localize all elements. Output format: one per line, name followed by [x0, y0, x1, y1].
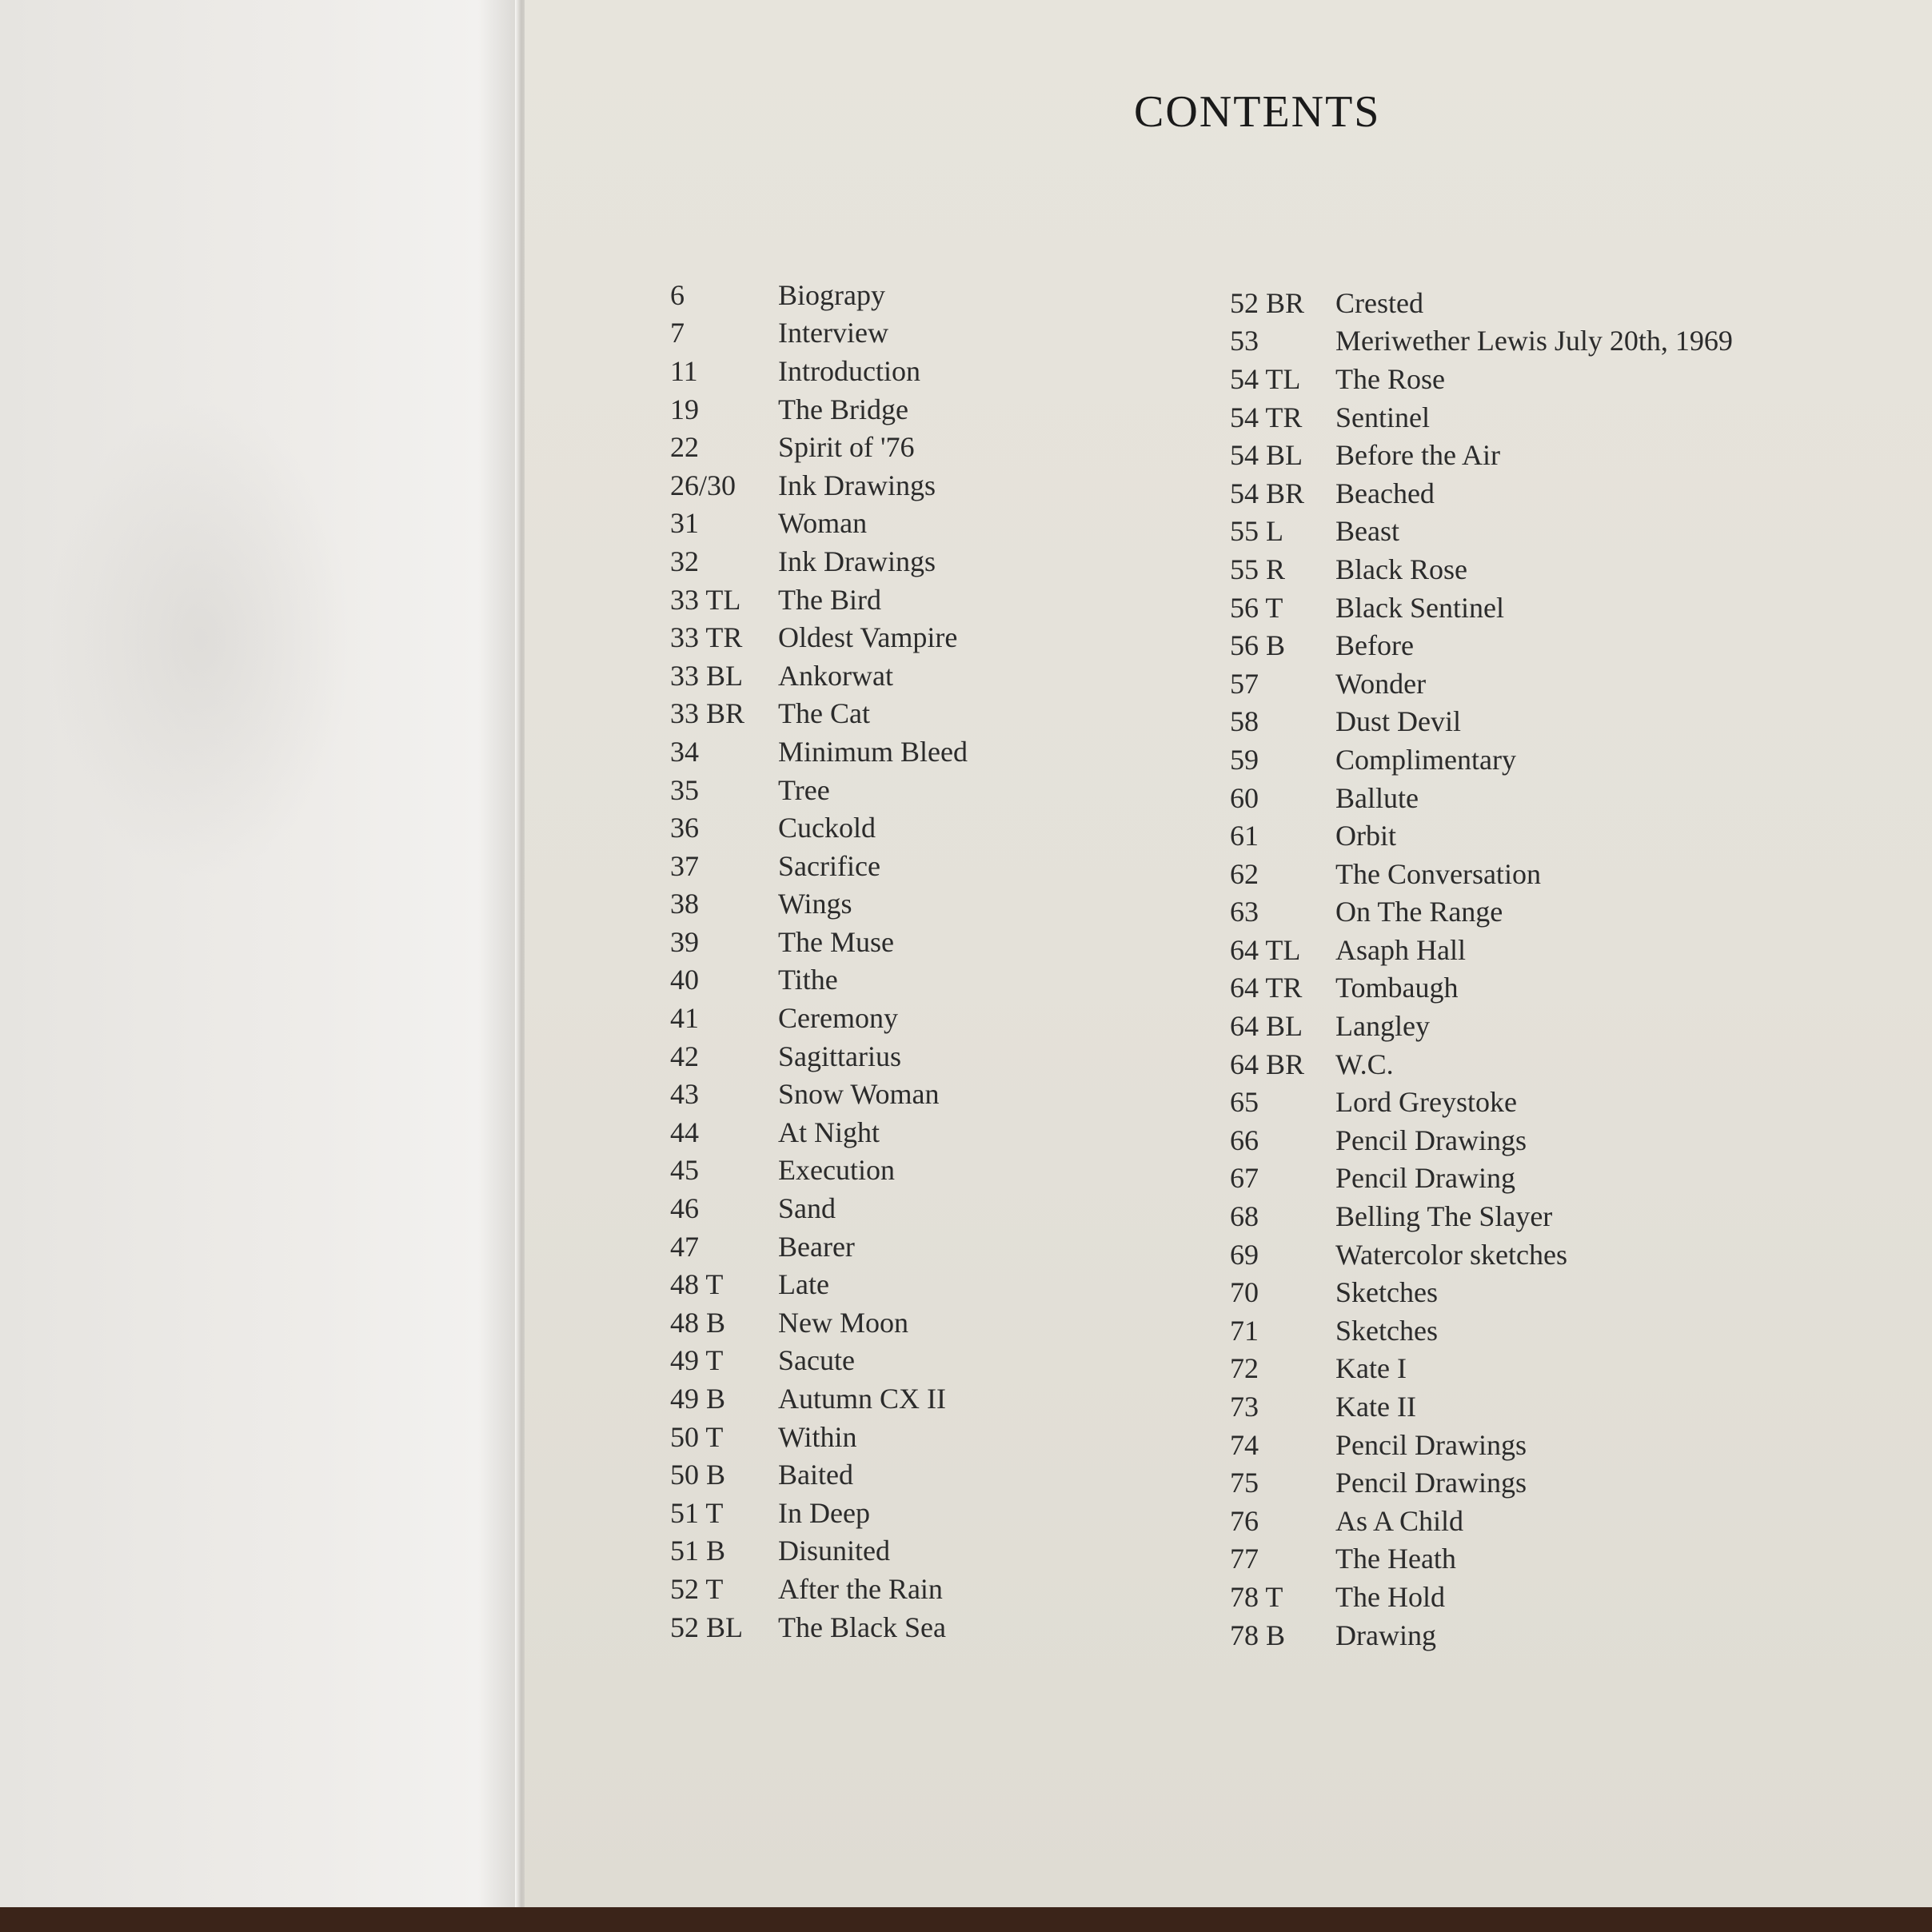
- entry-page-number: 60: [1230, 781, 1259, 814]
- entry-title: Ink Drawings: [778, 545, 936, 577]
- entry-page-number: 59: [1230, 743, 1259, 776]
- entry-title: The Hold: [1335, 1580, 1445, 1613]
- contents-entry: [1230, 626, 1733, 665]
- entry-page-number: 56 B: [1230, 629, 1286, 662]
- entry-title: Biograpy: [778, 278, 885, 311]
- entry-page-number: 66: [1230, 1124, 1259, 1156]
- entry-page-number: 33 BR: [670, 697, 745, 730]
- entry-page-number: 77: [1230, 1543, 1259, 1575]
- entry-page-number: 49 B: [670, 1383, 726, 1415]
- entry-page-number: 34: [670, 735, 699, 768]
- entry-title: Sketches: [1335, 1276, 1438, 1309]
- entry-page-number: 65: [1230, 1086, 1259, 1119]
- entry-page-number: 7: [670, 317, 685, 349]
- contents-entry: [670, 1265, 968, 1303]
- contents-entry: [670, 847, 968, 885]
- contents-entry: [1230, 931, 1733, 969]
- contents-entry: [670, 1494, 968, 1532]
- entry-title: Beast: [1335, 515, 1399, 548]
- entry-page-number: 52 BL: [670, 1611, 744, 1643]
- entry-page-number: 74: [1230, 1428, 1259, 1461]
- entry-page-number: 76: [1230, 1504, 1259, 1537]
- entry-title: Kate I: [1335, 1352, 1407, 1385]
- entry-page-number: 68: [1230, 1200, 1259, 1233]
- entry-page-number: 51 B: [670, 1535, 726, 1567]
- entry-page-number: 32: [670, 545, 699, 577]
- contents-entry: [670, 352, 968, 390]
- entry-page-number: 6: [670, 278, 685, 311]
- contents-entry: [670, 1152, 968, 1190]
- contents-entry: [670, 695, 968, 733]
- entry-page-number: 72: [1230, 1352, 1259, 1385]
- contents-entry: [670, 390, 968, 429]
- entry-title: Black Rose: [1335, 553, 1467, 585]
- entry-title: Wings: [778, 888, 852, 920]
- table-surface: [0, 1907, 1932, 1932]
- entry-title: Drawing: [1335, 1619, 1436, 1651]
- entry-title: The Cat: [778, 697, 870, 730]
- contents-entry: [1230, 1350, 1733, 1388]
- entry-page-number: 50 T: [670, 1420, 724, 1453]
- contents-entry: [670, 1075, 968, 1113]
- contents-entry: [1230, 284, 1733, 322]
- contents-entry: [1230, 1273, 1733, 1311]
- entry-page-number: 44: [670, 1116, 699, 1148]
- contents-entry: [670, 1303, 968, 1342]
- entry-page-number: 47: [670, 1230, 699, 1263]
- contents-entry: [670, 885, 968, 924]
- entry-title: In Deep: [778, 1496, 870, 1529]
- entry-page-number: 51 T: [670, 1496, 724, 1529]
- contents-entry: [1230, 1121, 1733, 1160]
- entry-page-number: 54 TR: [1230, 401, 1303, 433]
- entry-page-number: 75: [1230, 1467, 1259, 1499]
- contents-entry: [1230, 816, 1733, 855]
- entry-title: W.C.: [1335, 1048, 1394, 1080]
- contents-entry: [1230, 1578, 1733, 1616]
- contents-entry: [670, 1532, 968, 1571]
- entry-page-number: 58: [1230, 705, 1259, 738]
- entry-page-number: 53: [1230, 325, 1259, 357]
- entry-title: After the Rain: [778, 1572, 943, 1605]
- entry-title: Sketches: [1335, 1314, 1438, 1347]
- entry-title: Within: [778, 1420, 857, 1453]
- entry-page-number: 55 R: [1230, 553, 1286, 585]
- entry-title: Sacute: [778, 1344, 855, 1377]
- entry-page-number: 54 TL: [1230, 362, 1301, 395]
- entry-title: Before: [1335, 629, 1414, 662]
- entry-page-number: 55 L: [1230, 515, 1283, 548]
- entry-title: Lord Greystoke: [1335, 1086, 1517, 1119]
- entry-page-number: 33 TL: [670, 583, 741, 616]
- entry-page-number: 43: [670, 1078, 699, 1111]
- entry-page-number: 26/30: [670, 469, 736, 501]
- entry-title: Langley: [1335, 1010, 1430, 1043]
- entry-title: Asaph Hall: [1335, 933, 1466, 966]
- entry-title: The Conversation: [1335, 857, 1541, 890]
- entry-page-number: 39: [670, 925, 699, 958]
- entry-page-number: 37: [670, 849, 699, 882]
- entry-page-number: 69: [1230, 1238, 1259, 1271]
- entry-title: Interview: [778, 317, 888, 349]
- entry-title: Pencil Drawings: [1335, 1467, 1527, 1499]
- contents-entry: [1230, 740, 1733, 779]
- contents-entry: [670, 808, 968, 847]
- entry-title: Minimum Bleed: [778, 735, 968, 768]
- entry-title: Dust Devil: [1335, 705, 1461, 738]
- entry-title: Wonder: [1335, 667, 1427, 700]
- contents-entry: [1230, 436, 1733, 474]
- entry-page-number: 48 T: [670, 1268, 724, 1301]
- entry-page-number: 40: [670, 964, 699, 996]
- contents-entry: [670, 618, 968, 657]
- entry-title: Beached: [1335, 477, 1435, 509]
- contents-entry: [670, 542, 968, 581]
- entry-page-number: 33 BL: [670, 659, 744, 692]
- contents-entry: [670, 428, 968, 466]
- contents-entry: [670, 771, 968, 809]
- entry-title: Black Sentinel: [1335, 591, 1504, 624]
- entry-page-number: 49 T: [670, 1344, 724, 1377]
- entry-title: Pencil Drawings: [1335, 1124, 1527, 1156]
- entry-title: Ceremony: [778, 1002, 898, 1035]
- contents-entry: [1230, 1616, 1733, 1655]
- entry-page-number: 64 TL: [1230, 933, 1301, 966]
- entry-page-number: 67: [1230, 1162, 1259, 1195]
- contents-entry: [1230, 1160, 1733, 1198]
- contents-entry: [1230, 398, 1733, 437]
- entry-title: Ankorwat: [778, 659, 893, 692]
- contents-entry: [1230, 322, 1733, 361]
- contents-entry: [1230, 589, 1733, 627]
- entry-title: The Rose: [1335, 362, 1445, 395]
- contents-entry: [1230, 1235, 1733, 1274]
- contents-entry: [1230, 855, 1733, 893]
- contents-right-column: [1230, 284, 1733, 1654]
- entry-page-number: 57: [1230, 667, 1259, 700]
- contents-entry: [1230, 1045, 1733, 1084]
- contents-entry: [670, 1113, 968, 1152]
- entry-title: Kate II: [1335, 1391, 1416, 1423]
- page-title: CONTENTS: [1134, 87, 1381, 137]
- contents-entry: [1230, 1083, 1733, 1121]
- entry-page-number: 54 BR: [1230, 477, 1305, 509]
- contents-entry: [670, 1570, 968, 1608]
- contents-entry: [670, 1342, 968, 1380]
- entry-page-number: 45: [670, 1154, 699, 1187]
- entry-title: Oldest Vampire: [778, 621, 958, 654]
- entry-title: Orbit: [1335, 820, 1396, 852]
- contents-entry: [1230, 703, 1733, 741]
- contents-entry: [670, 1037, 968, 1076]
- entry-title: Introduction: [778, 354, 920, 387]
- entry-title: Baited: [778, 1459, 853, 1491]
- entry-title: Pencil Drawings: [1335, 1428, 1527, 1461]
- entry-title: New Moon: [778, 1306, 908, 1339]
- entry-page-number: 64 BR: [1230, 1048, 1305, 1080]
- contents-entry: [1230, 1387, 1733, 1426]
- entry-title: Crested: [1335, 286, 1423, 319]
- contents-entry: [670, 1455, 968, 1494]
- entry-page-number: 73: [1230, 1391, 1259, 1423]
- contents-entry: [1230, 1426, 1733, 1464]
- entry-page-number: 48 B: [670, 1306, 726, 1339]
- contents-entry: [1230, 969, 1733, 1008]
- entry-page-number: 78 B: [1230, 1619, 1286, 1651]
- entry-page-number: 62: [1230, 857, 1259, 890]
- contents-entry: [1230, 360, 1733, 398]
- entry-page-number: 38: [670, 888, 699, 920]
- contents-left-column: [670, 276, 968, 1646]
- entry-page-number: 31: [670, 507, 699, 540]
- contents-entry: [670, 1608, 968, 1647]
- entry-page-number: 63: [1230, 896, 1259, 928]
- entry-page-number: 70: [1230, 1276, 1259, 1309]
- entry-title: Ink Drawings: [778, 469, 936, 501]
- entry-title: Cuckold: [778, 812, 876, 844]
- entry-page-number: 41: [670, 1002, 699, 1035]
- contents-entry: [1230, 1463, 1733, 1502]
- entry-title: The Heath: [1335, 1543, 1456, 1575]
- contents-entry: [1230, 513, 1733, 551]
- entry-title: Sagittarius: [778, 1040, 901, 1072]
- entry-page-number: 11: [670, 354, 698, 387]
- entry-title: Sand: [778, 1192, 836, 1225]
- entry-page-number: 52 T: [670, 1572, 724, 1605]
- entry-title: Meriwether Lewis July 20th, 1969: [1335, 325, 1733, 357]
- contents-entry: [1230, 1540, 1733, 1579]
- contents-entry: [670, 276, 968, 314]
- contents-entry: [1230, 474, 1733, 513]
- entry-title: Execution: [778, 1154, 895, 1187]
- entry-page-number: 61: [1230, 820, 1259, 852]
- contents-entry: [670, 732, 968, 771]
- contents-entry: [670, 314, 968, 353]
- contents-entry: [1230, 665, 1733, 703]
- entry-title: Complimentary: [1335, 743, 1516, 776]
- contents-entry: [670, 961, 968, 1000]
- entry-title: Before the Air: [1335, 439, 1500, 472]
- contents-entry: [670, 466, 968, 505]
- entry-page-number: 19: [670, 393, 699, 425]
- entry-title: Ballute: [1335, 781, 1419, 814]
- contents-entry: [670, 923, 968, 961]
- entry-title: Woman: [778, 507, 868, 540]
- entry-title: Watercolor sketches: [1335, 1238, 1567, 1271]
- entry-title: As A Child: [1335, 1504, 1464, 1537]
- entry-title: On The Range: [1335, 896, 1503, 928]
- entry-page-number: 33 TR: [670, 621, 743, 654]
- entry-title: Tombaugh: [1335, 972, 1459, 1004]
- contents-entry: [670, 1379, 968, 1418]
- contents-entry: [1230, 1197, 1733, 1235]
- entry-page-number: 64 TR: [1230, 972, 1303, 1004]
- contents-entry: [670, 1189, 968, 1227]
- entry-page-number: 22: [670, 431, 699, 464]
- entry-title: Late: [778, 1268, 829, 1301]
- contents-entry: [1230, 1007, 1733, 1045]
- page-shadow: [48, 400, 352, 880]
- entry-page-number: 78 T: [1230, 1580, 1283, 1613]
- entry-title: Belling The Slayer: [1335, 1200, 1553, 1233]
- entry-title: Sacrifice: [778, 849, 880, 882]
- entry-page-number: 54 BL: [1230, 439, 1303, 472]
- entry-page-number: 52 BR: [1230, 286, 1305, 319]
- entry-page-number: 71: [1230, 1314, 1259, 1347]
- entry-page-number: 50 B: [670, 1459, 726, 1491]
- entry-title: Disunited: [778, 1535, 890, 1567]
- contents-entry: [1230, 893, 1733, 932]
- contents-entry: [670, 999, 968, 1037]
- contents-entry: [670, 505, 968, 543]
- entry-page-number: 56 T: [1230, 591, 1283, 624]
- entry-page-number: 64 BL: [1230, 1010, 1303, 1043]
- entry-page-number: 46: [670, 1192, 699, 1225]
- entry-title: Snow Woman: [778, 1078, 940, 1111]
- entry-page-number: 35: [670, 773, 699, 806]
- contents-entry: [1230, 779, 1733, 817]
- entry-page-number: 36: [670, 812, 699, 844]
- entry-page-number: 42: [670, 1040, 699, 1072]
- entry-title: At Night: [778, 1116, 880, 1148]
- entry-title: Autumn CX II: [778, 1383, 946, 1415]
- entry-title: Tree: [778, 773, 830, 806]
- entry-title: The Muse: [778, 925, 894, 958]
- contents-entry: [670, 581, 968, 619]
- entry-title: The Bird: [778, 583, 881, 616]
- entry-title: Bearer: [778, 1230, 855, 1263]
- contents-entry: [1230, 550, 1733, 589]
- contents-entry: [1230, 1502, 1733, 1540]
- entry-title: The Black Sea: [778, 1611, 946, 1643]
- entry-title: Tithe: [778, 964, 838, 996]
- contents-entry: [1230, 1311, 1733, 1350]
- left-page: [0, 0, 520, 1932]
- contents-entry: [670, 657, 968, 695]
- entry-title: Pencil Drawing: [1335, 1162, 1515, 1195]
- entry-title: Sentinel: [1335, 401, 1430, 433]
- contents-entry: [670, 1418, 968, 1456]
- contents-entry: [670, 1227, 968, 1266]
- entry-title: The Bridge: [778, 393, 908, 425]
- entry-title: Spirit of '76: [778, 431, 915, 464]
